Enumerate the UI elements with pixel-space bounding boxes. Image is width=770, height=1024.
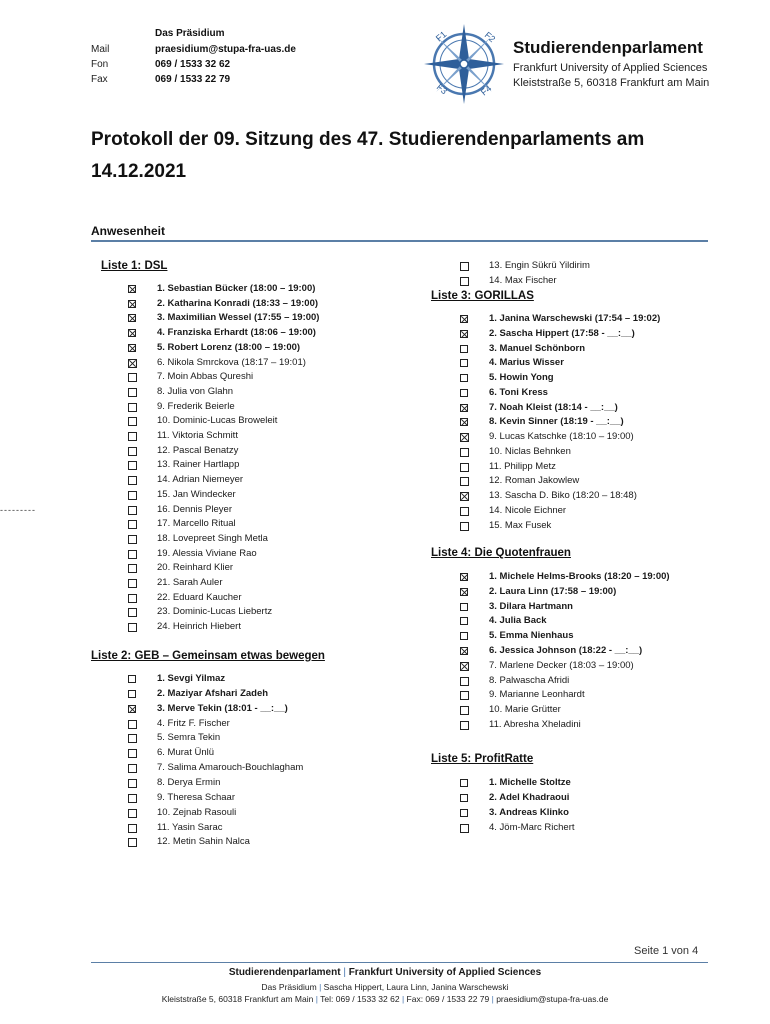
member-name: 6. Jessica Johnson (18:22 - __:__)	[489, 645, 643, 656]
member-name: 5. Robert Lorenz (18:00 – 19:00)	[157, 341, 301, 353]
checkbox-icon[interactable]	[460, 824, 469, 833]
member-name: 14. Nicole Eichner	[489, 504, 567, 516]
checkbox-icon[interactable]	[460, 706, 469, 715]
checked-checkbox-icon[interactable]	[460, 588, 468, 596]
member-name: 14. Adrian Niemeyer	[157, 474, 244, 486]
checkbox-icon[interactable]	[460, 463, 469, 472]
logo-label: F3	[434, 81, 450, 97]
checkbox-icon[interactable]	[460, 809, 468, 817]
checked-checkbox-icon[interactable]	[128, 300, 136, 308]
member-name: 5. Howin Yong	[489, 372, 554, 383]
checkbox-icon[interactable]	[460, 721, 469, 730]
member-name: 7. Salima Amarouch-Bouchlagham	[157, 762, 304, 774]
member-name: 21. Sarah Auler	[157, 577, 223, 588]
checkbox-icon[interactable]	[460, 617, 468, 625]
member-name: 3. Manuel Schönborn	[489, 342, 586, 354]
footer-presidium-line	[0, 982, 770, 992]
member-name: 11. Philipp Metz	[489, 460, 556, 472]
checkbox-icon[interactable]	[128, 506, 137, 515]
member-name: 6. Nikola Smrckova (18:17 – 19:01)	[157, 356, 306, 368]
member-name: 12. Roman Jakowlew	[489, 475, 580, 487]
member-name: 1. Michelle Stoltze	[489, 777, 571, 788]
mail-label: Mail	[91, 44, 110, 55]
checkbox-icon[interactable]	[128, 476, 137, 485]
checked-checkbox-icon[interactable]	[128, 285, 136, 293]
logo-label: F2	[482, 29, 498, 45]
footer-separator: |	[401, 994, 405, 1004]
footer-office: Das Präsidium	[261, 982, 317, 992]
footer-separator: |	[491, 994, 494, 1004]
checked-checkbox-icon[interactable]	[128, 705, 136, 713]
checkbox-icon[interactable]	[460, 448, 469, 457]
checked-checkbox-icon[interactable]	[460, 330, 468, 338]
checkbox-icon[interactable]	[128, 520, 137, 529]
checkbox-icon[interactable]	[128, 388, 137, 397]
page-number: Seite 1 von 4	[634, 945, 699, 957]
checkbox-icon[interactable]	[460, 389, 468, 397]
checkbox-icon[interactable]	[460, 374, 468, 382]
member-name: 2. Katharina Konradi (18:33 – 19:00)	[157, 297, 319, 309]
checked-checkbox-icon[interactable]	[460, 492, 469, 501]
member-name: 3. Andreas Klinko	[489, 806, 569, 818]
logo-label: F4	[478, 83, 494, 98]
member-name: 1. Janina Warschewski (17:54 – 19:02)	[489, 313, 661, 324]
member-name: 19. Alessia Viviane Rao	[157, 547, 257, 559]
logo-label: F1	[433, 29, 449, 44]
footer-tel: Tel: 069 / 1533 32 62	[320, 994, 400, 1004]
member-name: 3. Merve Tekin (18:01 - __:__)	[157, 702, 288, 714]
member-name: 10. Dominic-Lucas Broweleit	[157, 415, 278, 427]
footer-fax: Fax: 069 / 1533 22 79	[406, 994, 490, 1004]
member-name: 13. Rainer Hartlapp	[157, 459, 240, 471]
member-name: 15. Max Fusek	[489, 519, 552, 531]
member-name: 9. Marianne Leonhardt	[489, 689, 585, 701]
member-name: 2. Adel Khadraoui	[489, 791, 570, 803]
member-name: 22. Eduard Kaucher	[157, 591, 242, 603]
footer-separator: |	[343, 967, 346, 978]
checkbox-icon[interactable]	[128, 779, 137, 788]
member-name: 12. Metin Sahin Nalca	[157, 836, 250, 848]
footer-separator: |	[315, 994, 318, 1004]
member-name: 23. Dominic-Lucas Liebertz	[157, 606, 273, 618]
checkbox-icon[interactable]	[460, 345, 468, 353]
section-divider	[91, 240, 708, 242]
checked-checkbox-icon[interactable]	[460, 573, 468, 581]
member-name: 5. Semra Tekin	[157, 732, 221, 744]
fon-label: Fon	[91, 59, 109, 70]
mail-value[interactable]: praesidium@stupa-fra-uas.de	[155, 44, 296, 55]
checkbox-icon[interactable]	[460, 603, 468, 611]
checkbox-icon[interactable]	[128, 749, 137, 758]
member-name: 3. Maximilian Wessel (17:55 – 19:00)	[157, 312, 320, 324]
checked-checkbox-icon[interactable]	[128, 344, 136, 352]
checkbox-icon[interactable]	[128, 491, 137, 500]
member-name: 4. Jöm-Marc Richert	[489, 821, 575, 833]
document-title-line2: 14.12.2021	[91, 161, 187, 182]
fax-label: Fax	[91, 74, 108, 85]
member-name: 3. Dilara Hartmann	[489, 600, 573, 612]
checkbox-icon[interactable]	[460, 779, 468, 787]
checkbox-icon[interactable]	[128, 690, 136, 698]
checked-checkbox-icon[interactable]	[128, 329, 136, 337]
checkbox-icon[interactable]	[128, 461, 137, 470]
checkbox-icon[interactable]	[460, 277, 469, 286]
member-name: 9. Theresa Schaar	[157, 791, 235, 803]
checkbox-icon[interactable]	[128, 720, 137, 729]
member-name: 1. Sebastian Bücker (18:00 – 19:00)	[157, 283, 316, 294]
checkbox-icon[interactable]	[128, 579, 137, 588]
footer-contact-line	[0, 994, 770, 1004]
list-heading: Liste 1: DSL	[101, 260, 168, 272]
member-name: 8. Julia von Glahn	[157, 385, 234, 397]
member-name: 2. Laura Linn (17:58 – 19:00)	[489, 585, 617, 597]
checkbox-icon[interactable]	[460, 262, 469, 271]
member-name: 1. Sevgi Yilmaz	[157, 673, 226, 684]
footer-email[interactable]: praesidium@stupa-fra-uas.de	[496, 994, 609, 1004]
checkbox-icon[interactable]	[128, 794, 137, 803]
checked-checkbox-icon[interactable]	[128, 359, 137, 368]
member-name: 11. Abresha Xheladini	[489, 719, 581, 730]
member-name: 17. Marcello Ritual	[157, 518, 236, 530]
member-name: 13. Sascha D. Biko (18:20 – 18:48)	[489, 490, 637, 501]
checkbox-icon[interactable]	[128, 373, 137, 382]
footer-university: Frankfurt University of Applied Sciences	[348, 967, 542, 978]
member-name: 11. Viktoria Schmitt	[157, 430, 238, 441]
member-name: 8. Derya Ermin	[157, 776, 221, 788]
member-name: 2. Sascha Hippert (17:58 - __:__)	[489, 327, 635, 339]
checkbox-icon[interactable]	[128, 594, 137, 603]
footer-org: Studierendenparlament	[228, 967, 341, 978]
compass-logo-icon	[422, 22, 506, 106]
checkbox-icon[interactable]	[128, 809, 137, 818]
member-name: 14. Max Fischer	[489, 274, 557, 286]
checkbox-icon[interactable]	[128, 608, 137, 617]
list-heading: Liste 2: GEB – Gemeinsam etwas bewegen	[91, 650, 325, 662]
checkbox-icon[interactable]	[128, 623, 137, 632]
checkbox-icon[interactable]	[128, 824, 137, 833]
member-name: 7. Noah Kleist (18:14 - __:__)	[489, 401, 618, 413]
member-name: 12. Pascal Benatzy	[157, 444, 239, 456]
member-name: 8. Kevin Sinner (18:19 - __:__)	[489, 416, 624, 428]
checkbox-icon[interactable]	[128, 734, 137, 743]
checkbox-icon[interactable]	[460, 522, 469, 531]
member-name: 16. Dennis Pleyer	[157, 503, 232, 515]
footer-org-line	[0, 967, 770, 978]
checkbox-icon[interactable]	[128, 675, 136, 683]
checkbox-icon[interactable]	[460, 359, 468, 367]
checkbox-icon[interactable]	[128, 550, 137, 559]
member-name: 24. Heinrich Hiebert	[157, 621, 241, 633]
org-university: Frankfurt University of Applied Sciences	[513, 62, 708, 74]
member-name: 6. Murat Ünlü	[157, 747, 215, 759]
member-name: 6. Toni Kress	[489, 386, 548, 398]
section-heading: Anwesenheit	[91, 224, 166, 238]
member-name: 4. Marius Wisser	[489, 357, 564, 369]
checkbox-icon[interactable]	[460, 477, 469, 486]
member-name: 2. Maziyar Afshari Zadeh	[157, 687, 269, 699]
checkbox-icon[interactable]	[128, 432, 137, 441]
margin-marker: ---------	[0, 505, 36, 515]
checked-checkbox-icon[interactable]	[460, 315, 468, 323]
checkbox-icon[interactable]	[128, 764, 137, 773]
member-name: 10. Marie Grütter	[489, 704, 561, 716]
checkbox-icon[interactable]	[460, 691, 469, 700]
checkbox-icon[interactable]	[128, 447, 137, 456]
org-name: Studierendenparlament	[513, 38, 703, 57]
member-name: 15. Jan Windecker	[157, 488, 236, 500]
checkbox-icon[interactable]	[460, 632, 468, 640]
member-name: 10. Niclas Behnken	[489, 445, 571, 457]
checked-checkbox-icon[interactable]	[460, 418, 468, 426]
member-name: 20. Reinhard Klier	[157, 562, 234, 574]
checked-checkbox-icon[interactable]	[460, 404, 468, 412]
member-name: 4. Julia Back	[489, 615, 547, 627]
member-name: 4. Fritz F. Fischer	[157, 717, 230, 729]
checkbox-icon[interactable]	[128, 535, 137, 544]
list-heading: Liste 5: ProfitRatte	[431, 753, 534, 765]
member-name: 7. Moin Abbas Qureshi	[157, 371, 254, 383]
checkbox-icon[interactable]	[128, 403, 137, 412]
checked-checkbox-icon[interactable]	[460, 433, 469, 442]
document-title-line1: Protokoll der 09. Sitzung des 47. Studierendenparlaments am	[91, 129, 645, 150]
member-name: 11. Yasin Sarac	[157, 821, 223, 833]
checkbox-icon[interactable]	[128, 564, 137, 573]
fax-value: 069 / 1533 22 79	[155, 74, 231, 85]
member-name: 13. Engin Sükrü Yildirim	[489, 260, 590, 271]
footer-separator: |	[319, 982, 322, 992]
list-heading: Liste 3: GORILLAS	[431, 290, 534, 302]
checked-checkbox-icon[interactable]	[460, 647, 468, 655]
checkbox-icon[interactable]	[128, 838, 137, 847]
checkbox-icon[interactable]	[460, 507, 469, 516]
checkbox-icon[interactable]	[128, 417, 137, 426]
member-name: 9. Lucas Katschke (18:10 – 19:00)	[489, 431, 634, 442]
member-name: 10. Zejnab Rasouli	[157, 806, 237, 818]
member-name: 5. Emma Nienhaus	[489, 630, 574, 642]
office-name: Das Präsidium	[155, 28, 225, 39]
member-name: 18. Lovepreet Singh Metla	[157, 532, 268, 544]
checkbox-icon[interactable]	[460, 677, 469, 686]
footer-address: Kleiststraße 5, 60318 Frankfurt am Main	[161, 994, 314, 1004]
member-name: 7. Marlene Decker (18:03 – 19:00)	[489, 659, 634, 671]
member-name: 1. Michele Helms-Brooks (18:20 – 19:00)	[489, 571, 670, 582]
footer-members: Sascha Hippert, Laura Linn, Janina Warschewski	[323, 982, 509, 992]
member-name: 8. Palwascha Afridi	[489, 674, 570, 686]
checked-checkbox-icon[interactable]	[128, 314, 136, 322]
checkbox-icon[interactable]	[460, 794, 468, 802]
member-name: 9. Frederik Beierle	[157, 400, 235, 412]
checked-checkbox-icon[interactable]	[460, 662, 469, 671]
org-address: Kleiststraße 5, 60318 Frankfurt am Main	[513, 77, 710, 89]
member-name: 4. Franziska Erhardt (18:06 – 19:00)	[157, 327, 316, 339]
footer-divider	[91, 962, 708, 963]
list-heading: Liste 4: Die Quotenfrauen	[431, 547, 571, 559]
fon-value: 069 / 1533 32 62	[155, 59, 231, 70]
